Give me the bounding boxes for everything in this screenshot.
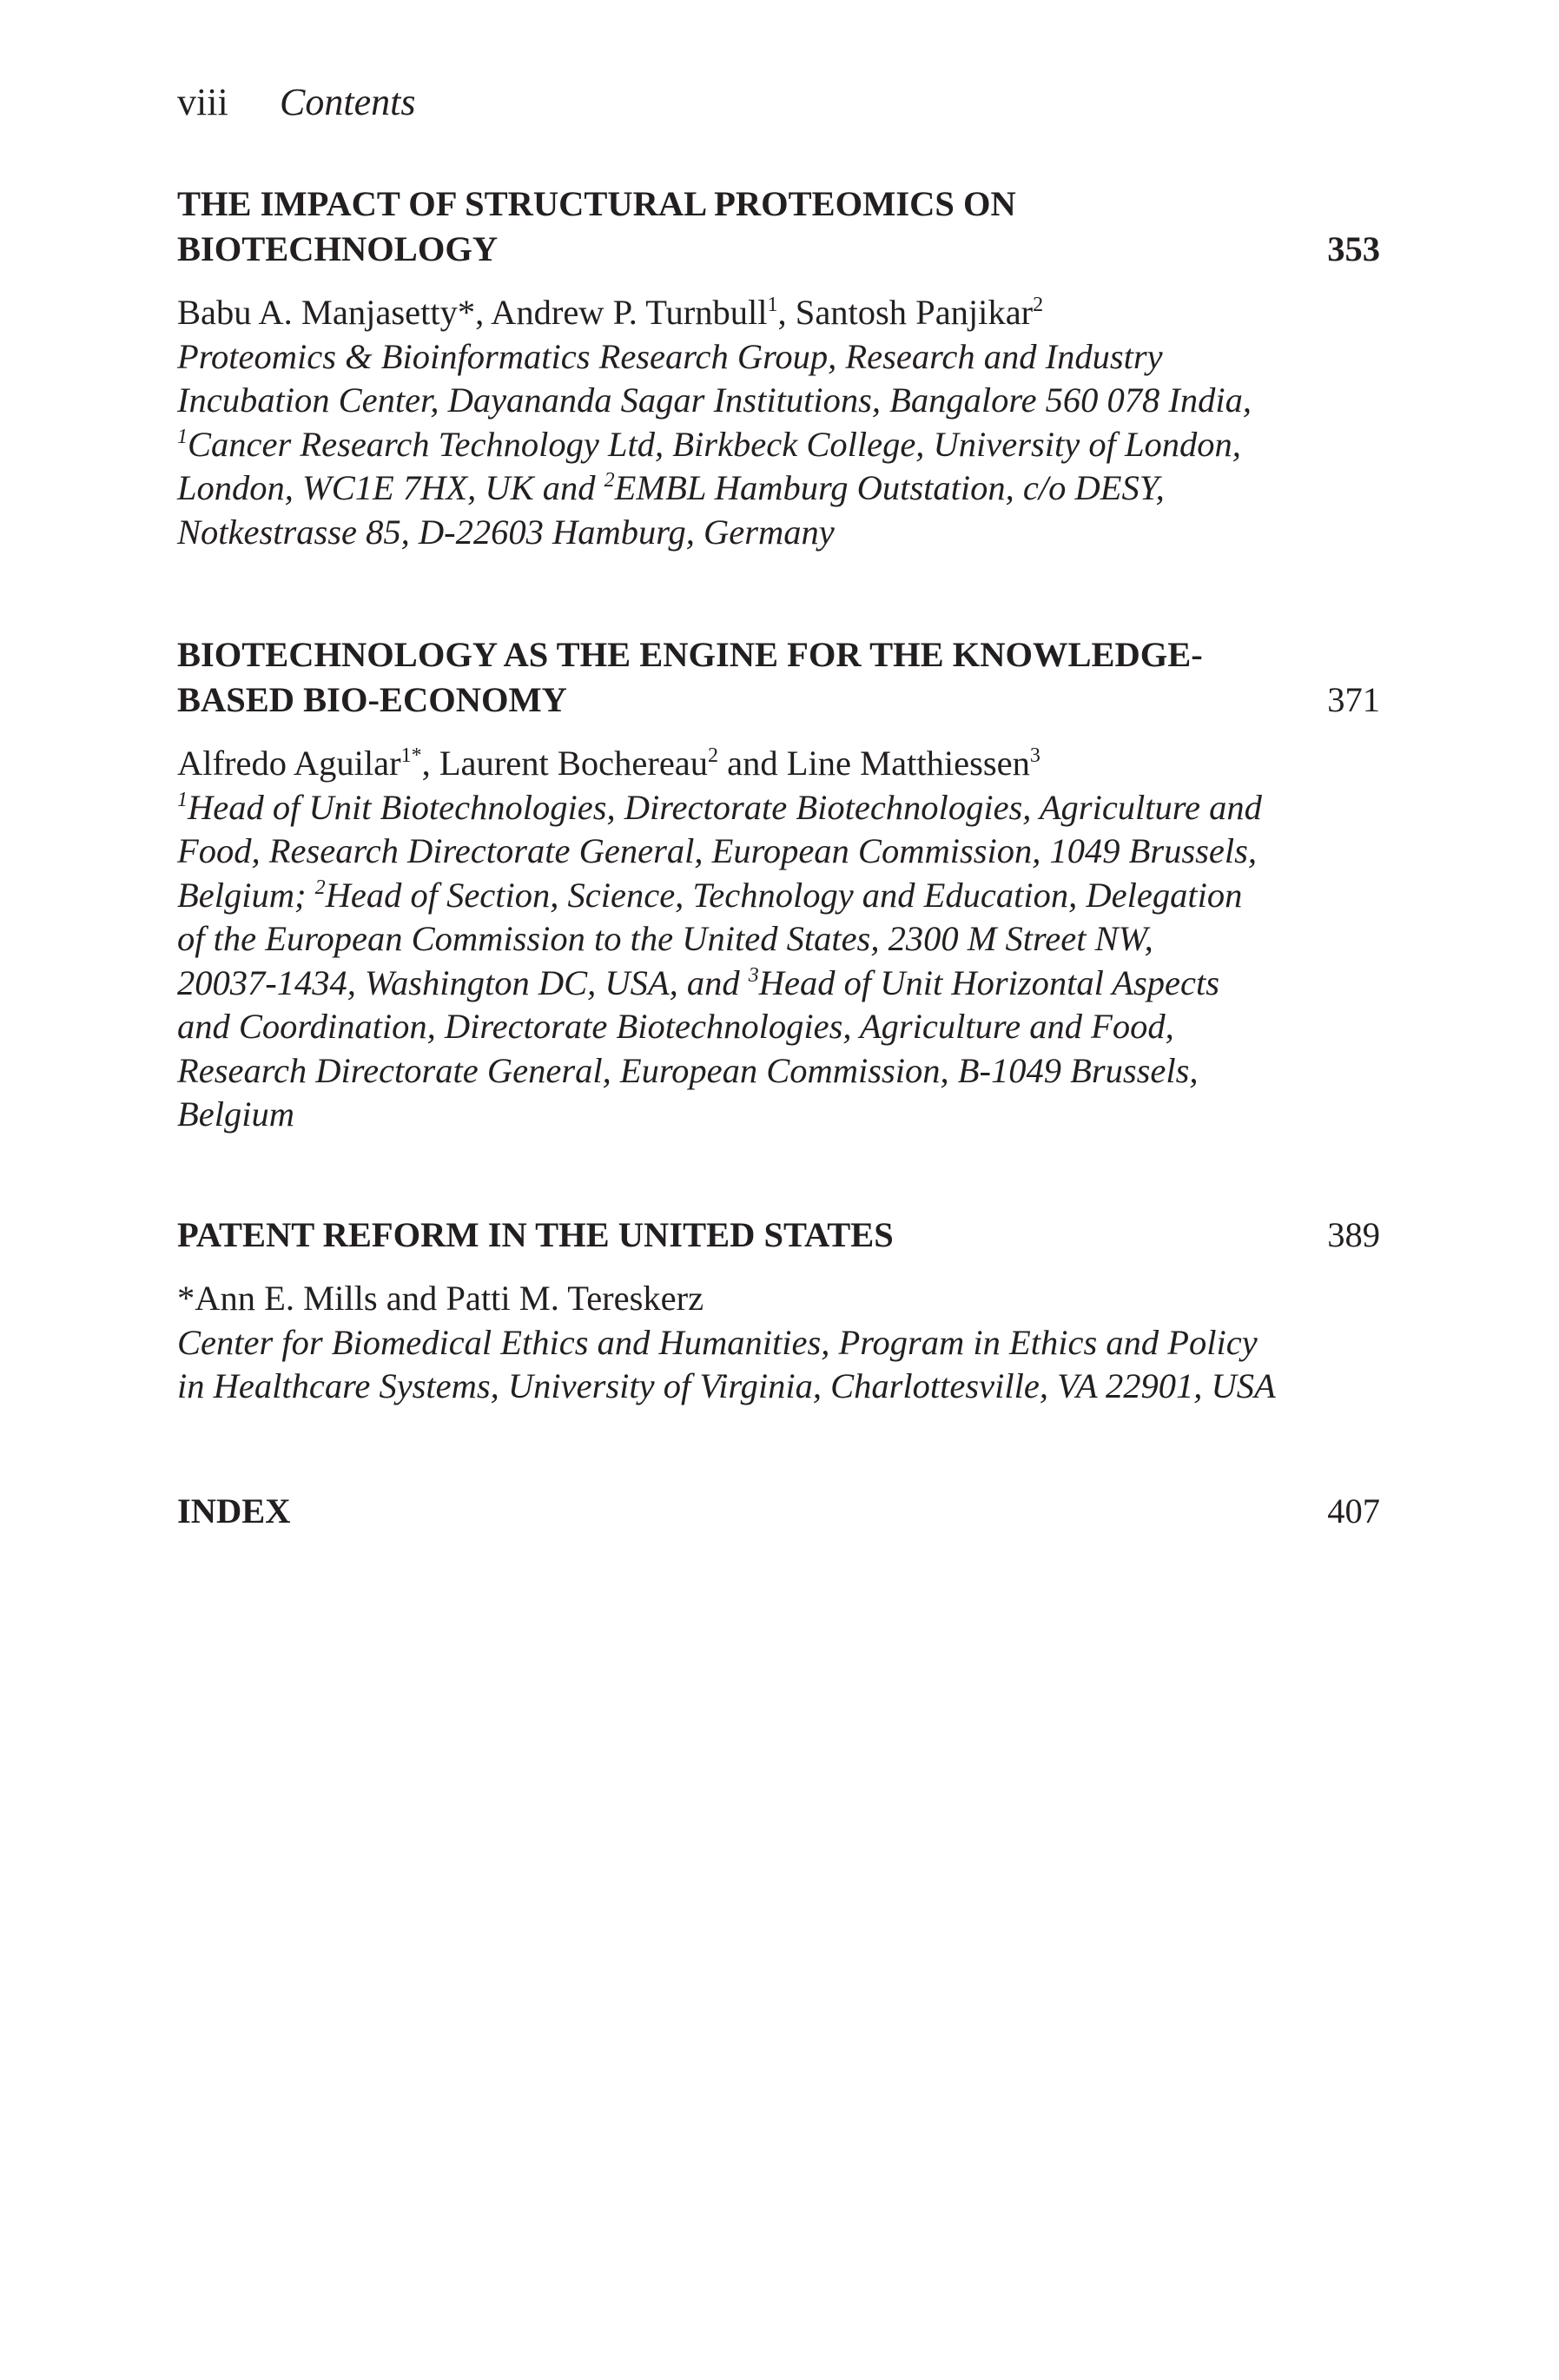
entry-title: PATENT REFORM IN THE UNITED STATES xyxy=(177,1215,894,1254)
running-head-title: Contents xyxy=(280,81,416,123)
toc-entry[interactable] xyxy=(177,1489,1380,1534)
entry-title: BIOTECHNOLOGY AS THE ENGINE FOR THE KNOWLEDGE- BASED BIO-ECONOMY xyxy=(177,635,1203,719)
entry-authors: Alfredo Aguilar$^{1*}$, Laurent Bochereau$^2$ and Line Matthiessen$^3$ xyxy=(177,744,1040,783)
entry-title: INDEX xyxy=(177,1491,291,1530)
entry-page-number[interactable]: 389 xyxy=(1327,1215,1380,1254)
toc-entry[interactable] xyxy=(177,182,1380,554)
running-head xyxy=(177,76,415,129)
toc-entry[interactable] xyxy=(177,1213,1380,1409)
entry-title: THE IMPACT OF STRUCTURAL PROTEOMICS ON BIOTECHNOLOGY xyxy=(177,184,1016,268)
page-folio: viii xyxy=(177,81,228,123)
entry-affiliation: $^1$Head of Unit Biotechnologies, Directorate Biotechnologies, Agriculture and Food, Research Directorate General, European Commission, 1049 Brussels, Belgium; $^2$Head of Section, Science, Technology and Education, Delegation of the European Commission to the United States, 2300 M Street NW, 20037-1434, Washington DC, USA, and $^3$Head of Unit Horizontal Aspects and Coordination, Directorate Biotechnologies, Agriculture and Food, Research Directorate General, European Commission, B-1049 Brussels, Belgium xyxy=(177,787,1262,1134)
entry-authors: *Ann E. Mills and Patti M. Tereskerz xyxy=(177,1279,704,1318)
toc-entry[interactable] xyxy=(177,632,1380,1137)
entry-page-number[interactable]: 407 xyxy=(1327,1491,1380,1530)
entry-authors: Babu A. Manjasetty*, Andrew P. Turnbull$^1$, Santosh Panjikar$^2$ xyxy=(177,293,1044,332)
entry-affiliation: Proteomics & Bioinformatics Research Group, Research and Industry Incubation Center, Dayananda Sagar Institutions, Bangalore 560 078 India, $^1$Cancer Research Technology Ltd, Birkbeck College, University of London, London, WC1E 7HX, UK and $^2$EMBL Hamburg Outstation, c/o DESY, Notkestrasse 85, D-22603 Hamburg, Germany xyxy=(177,336,1252,552)
entry-page-number[interactable]: 371 xyxy=(1327,680,1380,719)
entry-affiliation: Center for Biomedical Ethics and Humanities, Program in Ethics and Policy in Healthcare Systems, University of Virginia, Charlottesville, VA 22901, USA xyxy=(177,1322,1276,1405)
entry-page-number[interactable]: 353 xyxy=(1327,229,1380,268)
